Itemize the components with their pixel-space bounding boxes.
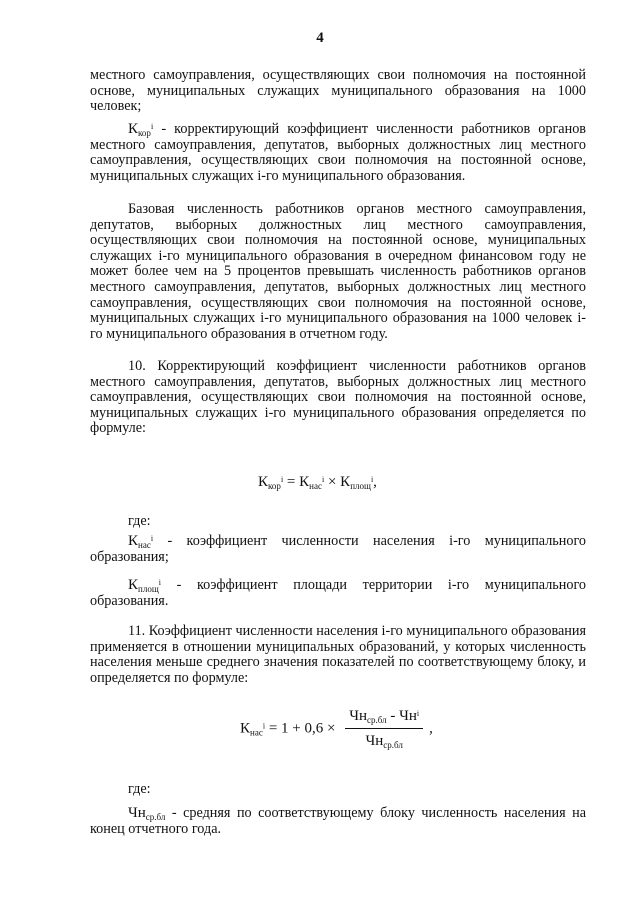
fraction xyxy=(345,708,423,750)
k-kor-description: - корректирующий коэффициент численности работников органов местного самоуправления, депутатов, выборных должностных лиц местного самоуправления, осуществляющих свои полномочия на постоянной основе, муниципальных служащих i-го муниципального образования. xyxy=(90,121,586,184)
formula-k-kor: $К_{кор}^i = К_{нас}^i \times К_{площ}^i$, xyxy=(258,474,377,491)
page-number: 4 xyxy=(316,30,324,46)
k-plosh-description: - коэффициент площади территории i-го муниципального образования. xyxy=(90,577,587,609)
paragraph-continuation: местного самоуправления, осуществляющих свои полномочия на постоянной основе, муниципальных служащих муниципального образования на 1000 человек; xyxy=(90,67,586,115)
definition-k-kor xyxy=(90,122,586,184)
paragraph-11: 11. Коэффициент численности населения i-го муниципального образования применяется в отношении муниципальных образований, у которых численность населения меньше среднего значения показателей по соответствующему блоку, и определяется по формуле: xyxy=(90,623,586,686)
where-label-1: где: xyxy=(128,513,151,529)
k-nas-description: - коэффициент численности населения i-го муниципального образования; xyxy=(90,533,586,565)
paragraph-base-headcount: Базовая численность работников органов местного самоуправления, депутатов, выборных должностных лиц местного самоуправления, осуществляющих свои полномочия на постоянной основе, муниципальных служащих i-го муниципального образования в очередном финансовом году не может более чем на 5 процентов превышать численность работников органов местного самоуправления, депутатов, выборных должностных лиц местного самоуправления, осуществляющих свои полномочия на постоянной основе, муниципальных служащих i-го муниципального образования на 1000 человек i-го муниципального образования в отчетном году. xyxy=(90,201,586,342)
fraction-denominator: $Чн_{ср.бл}$ xyxy=(365,733,403,750)
paragraph-10: 10. Корректирующий коэффициент численности работников органов местного самоуправления, депутатов, выборных должностных лиц местного самоуправления, осуществляющих свои полномочия на постоянной основе, муниципальных служащих i-го муниципального образования определяется по формуле: xyxy=(90,358,586,437)
definition-k-plosh xyxy=(90,578,586,609)
chn-symbol: $Чн_{ср.бл}$ xyxy=(128,805,166,822)
chn-description: - средняя по соответствующему блоку численность населения на конец отчетного года. xyxy=(90,805,587,837)
where-label-2: где: xyxy=(128,781,151,797)
k-plosh-symbol: $К_{площ}^i$ xyxy=(128,577,161,594)
formula-k-nas: $К_{нас}^i = 1 + 0,6$ × $\frac{Чн_{ср.бл} - Чн^i}{Чн_{ср.бл}}$ , xyxy=(240,708,433,750)
fraction-numerator: $Чн_{ср.бл} - Чн^i$ xyxy=(345,708,423,729)
definition-k-nas xyxy=(90,534,586,565)
k-nas-symbol: $К_{нас}^i$ xyxy=(128,533,154,550)
definition-chn xyxy=(90,806,586,837)
k-kor-symbol: $К_{кор}^i$ xyxy=(128,121,154,138)
